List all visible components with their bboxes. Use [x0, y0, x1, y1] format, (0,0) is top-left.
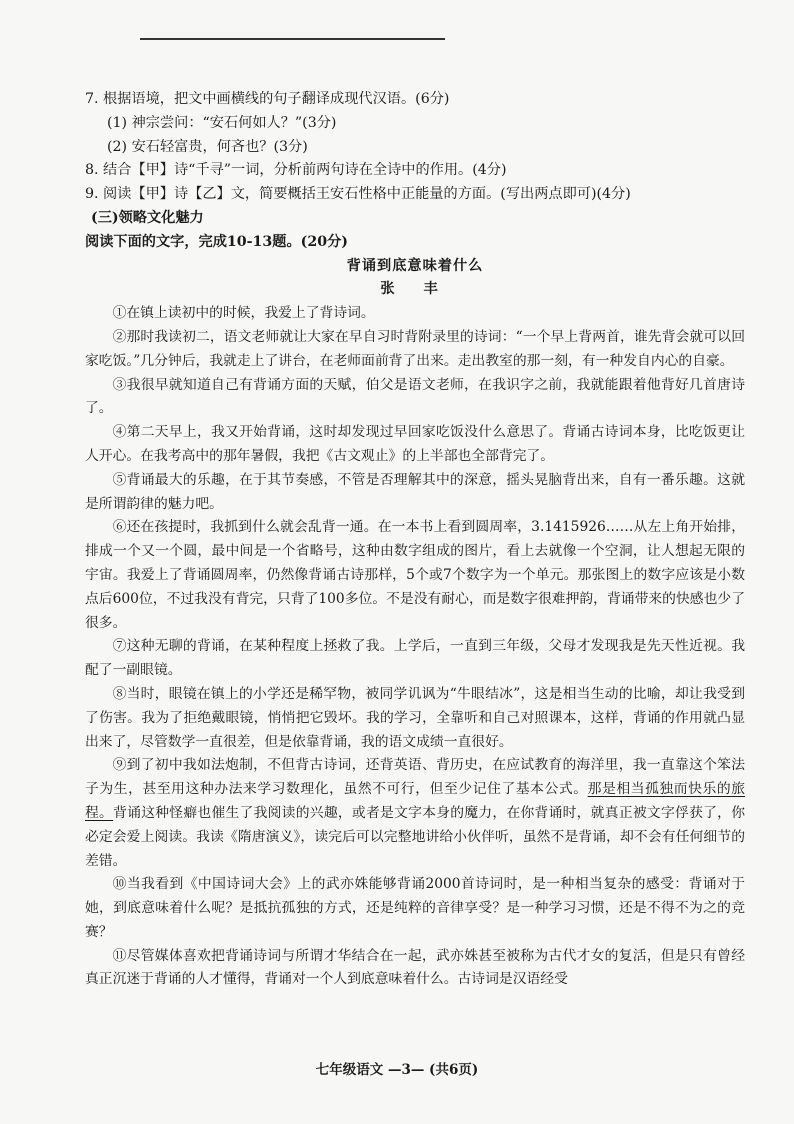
paragraph-2: ②那时我读初二，语文老师就让大家在早自习时背附录里的诗词：“一个早上背两首，谁先背会就可以回家吃饭。”几分钟后，我就走上了讲台，在老师面前背了出来。走出教室的那一刻，有一种发自内心的自豪。 [85, 328, 745, 369]
article-body [85, 302, 745, 992]
top-rule [140, 38, 445, 40]
paragraph-7: ⑦这种无聊的背诵，在某种程度上拯救了我。上学后，一直到三年级，父母才发现我是先天性近视。我配了一副眼镜。 [85, 638, 745, 679]
underlined-sentence: 那是相当孤独而快乐的旅程。 [85, 781, 746, 821]
paragraph-1: ①在镇上读初中的时候，我爱上了背诗词。 [112, 305, 375, 322]
section-heading: (三)领略文化魅力 [91, 209, 204, 226]
question-8: 8. 结合【甲】诗“千寻”一词，分析前两句诗在全诗中的作用。(4分) [85, 162, 507, 179]
paragraph-9-part-a: ⑨到了初中我如法炮制，不但背古诗词，还背英语、背历史，在应试教育的海洋里，我一直靠这个笨法子为生，甚至用这种办法来学习数理化，虽然不可行，但至少记住了基本公式。 [85, 757, 745, 798]
paragraph-6: ⑥还在孩提时，我抓到什么就会乱背一通。在一本书上看到圆周率，3.1415926……从左上角开始排，排成一个又一个圆，最中间是一个省略号，这种由数字组成的图片，看上去就像一个空洞，让人想起无限的宇宙。我爱上了背诵圆周率，仍然像背诵古诗那样，5个或7个数字为一个单元。那张图上的数字应该是小数点后600位，不过我没有背完，只背了100多位。不是没有耐心，而是数字很难押韵，背诵带来的快感也少了很多。 [85, 519, 745, 631]
question-7-2: (2) 安石轻富贵，何吝也？(3分) [107, 138, 308, 155]
paragraph-9-part-c: 背诵这种怪癖也催生了我阅读的兴趣，或者是文字本身的魔力，在你背诵时，就真正被文字俘获了，你必定会爱上阅读。我读《隋唐演义》，读完后可以完整地讲给小伙伴听，虽然不是背诵，却不会有任何细节的差错。 [85, 804, 746, 869]
exam-page [85, 88, 745, 992]
paragraph-4: ④第二天早上，我又开始背诵，这时却发现过早回家吃饭没什么意思了。背诵古诗词本身，比吃饭更让人开心。在我考高中的那年暑假，我把《古文观止》的上半部也全部背完了。 [85, 424, 745, 464]
article-author: 张 丰 [380, 281, 450, 298]
paragraph-10: ⑩当我看到《中国诗词大会》上的武亦姝能够背诵2000首诗词时，是一种相当复杂的感受：背诵对于她，到底意味着什么呢？是抵抗孤独的方式，还是纯粹的音律享受？是一种学习习惯，还是不得不为之的竞赛？ [85, 876, 745, 940]
section-instruction: 阅读下面的文字，完成10-13题。(20分) [85, 233, 348, 250]
paragraph-9 [85, 754, 745, 873]
paragraph-11: ⑪尽管媒体喜欢把背诵诗词与所谓才华结合在一起，武亦姝甚至被称为古代才女的复活，但是只有曾经真正沉迷于背诵的人才懂得，背诵对一个人到底意味着什么。古诗词是汉语经受 [85, 947, 745, 988]
paragraph-8: ⑧当时，眼镜在镇上的小学还是稀罕物，被同学讥讽为“牛眼结冰”，这是相当生动的比喻，却让我受到了伤害。我为了拒绝戴眼镜，悄悄把它毁坏。我的学习，全靠听和自己对照课本，这样，背诵的作用就凸显出来了，尽管数学一直很差，但是依靠背诵，我的语文成绩一直很好。 [85, 685, 745, 750]
page-footer: 七年级语文 —3— (共6页) [315, 1062, 479, 1078]
question-7-1: (1) 神宗尝问：“安石何如人？”(3分) [107, 114, 337, 131]
question-7: 7. 根据语境，把文中画横线的句子翻译成现代汉语。(6分) [85, 91, 450, 107]
paragraph-5: ⑤背诵最大的乐趣，在于其节奏感，不管是否理解其中的深意，摇头晃脑背出来，自有一番乐趣。这就是所谓韵律的魅力吧。 [85, 471, 745, 512]
question-9: 9. 阅读【甲】诗【乙】文，简要概括王安石性格中正能量的方面。(写出两点即可)(4分) [85, 186, 631, 203]
paragraph-3: ③我很早就知道自己有背诵方面的天赋，伯父是语文老师，在我识字之前，我就能跟着他背好几首唐诗了。 [85, 376, 745, 417]
article-title: 背诵到底意味着什么 [346, 257, 484, 274]
